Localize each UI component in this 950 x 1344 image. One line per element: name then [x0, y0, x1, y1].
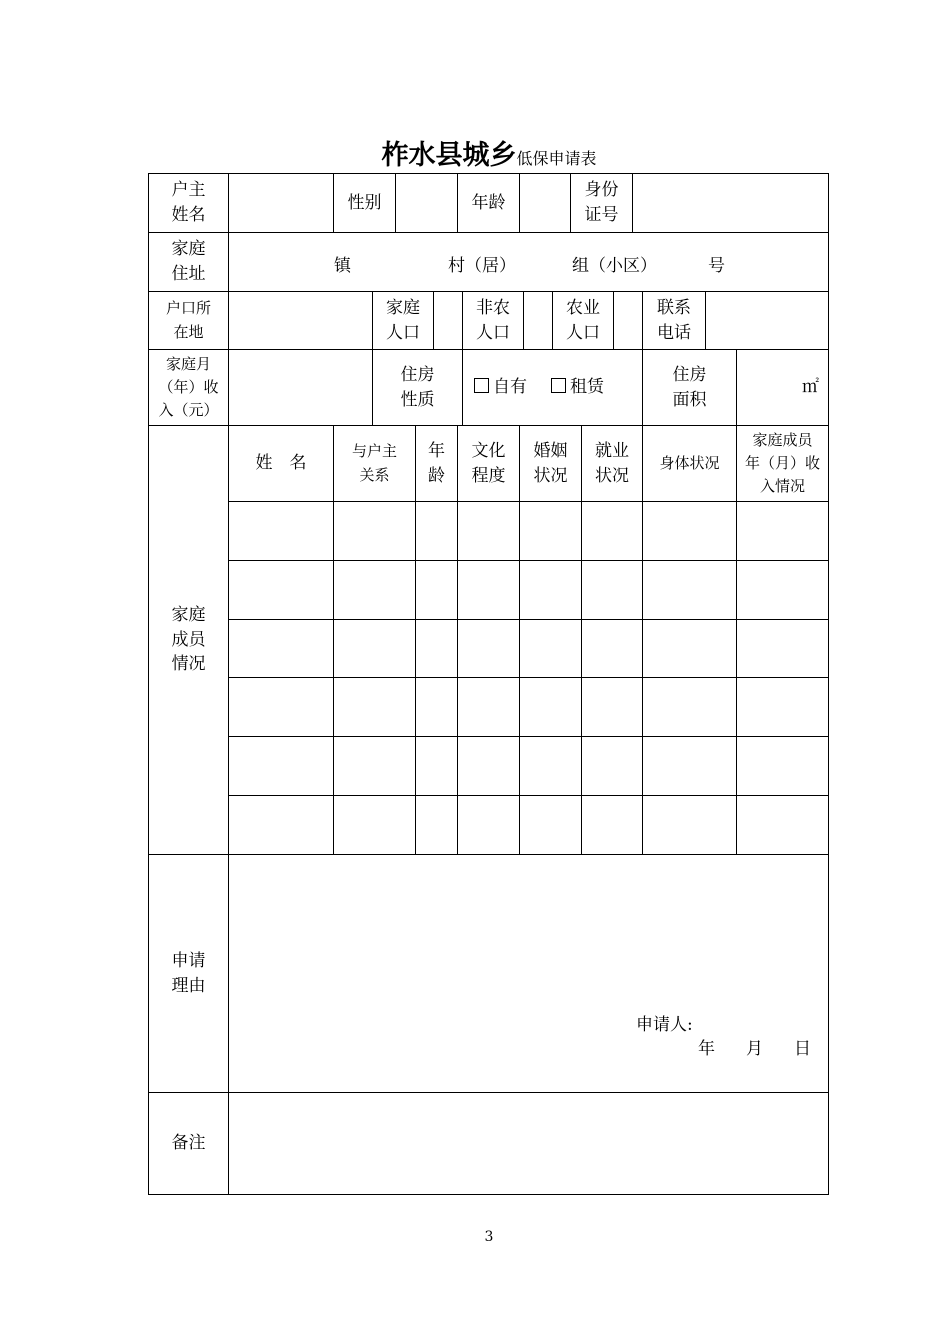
date-day-label: 日 [794, 1039, 811, 1059]
member-entry-cell[interactable] [458, 502, 519, 560]
member-entry-cell[interactable] [737, 737, 829, 795]
member-entry-cell[interactable] [737, 796, 829, 854]
title-sub: 低保申请表 [516, 149, 597, 168]
member-entry-cell[interactable] [458, 737, 519, 795]
field-application-reason[interactable] [229, 855, 828, 1092]
member-entry-cell[interactable] [229, 737, 333, 795]
member-entry-cell[interactable] [582, 561, 642, 619]
field-household-size[interactable] [434, 292, 462, 349]
member-entry-cell[interactable] [643, 796, 736, 854]
member-entry-cell[interactable] [334, 678, 415, 736]
label-household-size: 家庭 人口 [386, 297, 420, 343]
label-housing-area: 住房 面积 [672, 364, 707, 410]
member-entry-cell[interactable] [416, 796, 457, 854]
member-entry-cell[interactable] [520, 502, 581, 560]
col-header-marital: 婚姻 状况 [533, 440, 568, 486]
member-entry-cell[interactable] [416, 737, 457, 795]
col-header-relation: 与户主 关系 [351, 442, 397, 484]
field-home-address[interactable] [229, 233, 828, 291]
member-entry-cell[interactable] [458, 678, 519, 736]
member-entry-cell[interactable] [458, 796, 519, 854]
member-entry-cell[interactable] [737, 620, 829, 677]
applicant-label: 申请人: [636, 1015, 693, 1035]
page-number: 3 [484, 1229, 494, 1245]
col-header-member-income: 家庭成员 年（月）收 入情况 [744, 430, 820, 496]
col-header-health: 身体状况 [659, 453, 720, 472]
member-entry-cell[interactable] [229, 561, 333, 619]
checkbox-own[interactable] [474, 375, 527, 400]
member-entry-cell[interactable] [229, 502, 333, 560]
label-nonagri-population: 非农 人口 [476, 297, 510, 343]
field-agri-population[interactable] [614, 292, 642, 349]
title-main: 柞水县城乡 [381, 140, 517, 171]
member-entry-cell[interactable] [520, 796, 581, 854]
member-entry-cell[interactable] [229, 796, 333, 854]
member-entry-cell[interactable] [582, 678, 642, 736]
address-village: 村（居） [448, 256, 516, 276]
date-month-label: 月 [746, 1039, 763, 1059]
member-entry-cell[interactable] [334, 502, 415, 560]
member-entry-cell[interactable] [458, 561, 519, 619]
label-head-name: 户主 姓名 [171, 180, 206, 225]
label-household-income: 家庭月 （年）收 入（元） [158, 354, 219, 420]
address-number: 号 [708, 256, 725, 276]
member-entry-cell[interactable] [582, 620, 642, 677]
member-entry-cell[interactable] [458, 620, 519, 677]
field-hukou-location[interactable] [229, 292, 372, 349]
col-header-education: 文化 程度 [471, 440, 506, 486]
field-gender[interactable] [396, 174, 457, 232]
member-entry-cell[interactable] [643, 737, 736, 795]
member-entry-cell[interactable] [416, 502, 457, 560]
member-entry-cell[interactable] [737, 678, 829, 736]
member-entry-cell[interactable] [643, 620, 736, 677]
member-entry-cell[interactable] [334, 737, 415, 795]
label-housing-type: 住房 性质 [400, 364, 435, 410]
label-remark: 备注 [171, 1133, 206, 1154]
address-town: 镇 [334, 256, 351, 276]
date-year-label: 年 [698, 1039, 715, 1059]
member-entry-cell[interactable] [334, 620, 415, 677]
member-entry-cell[interactable] [520, 620, 581, 677]
field-head-name[interactable] [229, 174, 333, 232]
field-household-income[interactable] [229, 350, 372, 425]
field-contact-phone[interactable] [706, 292, 828, 349]
member-entry-cell[interactable] [737, 561, 829, 619]
member-entry-cell[interactable] [643, 678, 736, 736]
label-family-members: 家庭 成员 情况 [171, 605, 206, 675]
address-group: 组（小区） [572, 256, 657, 276]
field-remark[interactable] [229, 1093, 828, 1194]
col-header-employment: 就业 状况 [595, 440, 629, 486]
label-id-number: 身份 证号 [584, 180, 619, 225]
label-agri-population: 农业 人口 [566, 297, 600, 343]
member-entry-cell[interactable] [643, 561, 736, 619]
field-age[interactable] [520, 174, 570, 232]
form-title [0, 133, 950, 172]
member-entry-cell[interactable] [582, 502, 642, 560]
member-entry-cell[interactable] [737, 502, 829, 560]
option-own-label: 自有 [493, 377, 527, 398]
member-entry-cell[interactable] [520, 737, 581, 795]
member-entry-cell[interactable] [334, 796, 415, 854]
area-unit: ㎡ [802, 377, 819, 398]
member-entry-cell[interactable] [416, 678, 457, 736]
member-entry-cell[interactable] [229, 620, 333, 677]
option-rent-label: 租赁 [570, 377, 604, 398]
checkbox-rent[interactable] [551, 375, 604, 400]
field-housing-area[interactable] [737, 350, 828, 425]
member-entry-cell[interactable] [416, 561, 457, 619]
member-entry-cell[interactable] [582, 796, 642, 854]
member-entry-cell[interactable] [520, 678, 581, 736]
label-hukou-location: 户口所 在地 [165, 299, 211, 341]
label-contact-phone: 联系 电话 [657, 297, 691, 343]
field-nonagri-population[interactable] [524, 292, 552, 349]
label-age: 年龄 [471, 192, 506, 213]
member-entry-cell[interactable] [229, 678, 333, 736]
member-entry-cell[interactable] [643, 502, 736, 560]
member-entry-cell[interactable] [582, 737, 642, 795]
label-gender: 性别 [347, 192, 382, 213]
field-id-number[interactable] [633, 174, 828, 232]
col-header-name: 姓 名 [255, 453, 307, 474]
member-entry-cell[interactable] [334, 561, 415, 619]
member-entry-cell[interactable] [520, 561, 581, 619]
col-header-age: 年 龄 [428, 440, 445, 486]
housing-options [463, 350, 642, 425]
label-application-reason: 申请 理由 [171, 950, 206, 996]
member-entry-cell[interactable] [416, 620, 457, 677]
label-home-address: 家庭 住址 [171, 239, 206, 284]
